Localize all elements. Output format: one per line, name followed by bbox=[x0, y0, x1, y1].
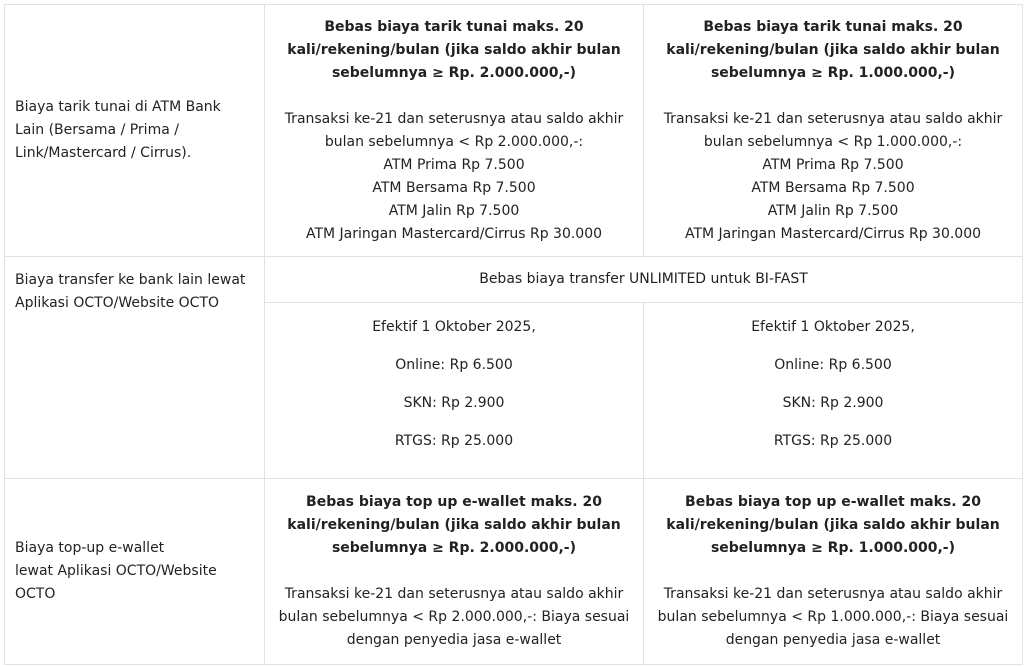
table-row-transfer bbox=[5, 257, 1023, 303]
ewallet-headline-1m: Bebas biaya top up e-wallet maks. 20 kali/rekening/bulan (jika saldo akhir bulan sebelumnya ≥ Rp. 1.000.000,-) bbox=[666, 494, 1000, 556]
transfer-bifast-note: Bebas biaya transfer UNLIMITED untuk BI-FAST bbox=[265, 257, 1023, 303]
transfer-line: Online: Rp 6.500 bbox=[774, 357, 892, 373]
transfer-line: Efektif 1 Oktober 2025, bbox=[751, 319, 915, 335]
atm-line: Transaksi ke-21 dan seterusnya atau saldo akhir bulan sebelumnya < Rp 1.000.000,-: bbox=[663, 110, 1003, 150]
ewallet-text-2m: Transaksi ke-21 dan seterusnya atau saldo akhir bulan sebelumnya < Rp 2.000.000,-: Biaya sesuai dengan penyedia jasa e-wallet bbox=[278, 586, 630, 648]
transfer-line: SKN: Rp 2.900 bbox=[782, 395, 884, 411]
atm-headline-1m: Bebas biaya tarik tunai maks. 20 kali/rekening/bulan (jika saldo akhir bulan sebelumnya ≥ Rp. 1.000.000,-) bbox=[666, 18, 1000, 81]
atm-line: ATM Prima Rp 7.500 bbox=[383, 156, 525, 173]
ewallet-label-line: Biaya top-up e-wallet bbox=[15, 540, 165, 556]
ewallet-fee-tier-2m bbox=[265, 479, 644, 665]
atm-line: ATM Jaringan Mastercard/Cirrus Rp 30.000 bbox=[684, 225, 982, 242]
atm-headline-2m: Bebas biaya tarik tunai maks. 20 kali/rekening/bulan (jika saldo akhir bulan sebelumnya ≥ Rp. 2.000.000,-) bbox=[287, 18, 621, 81]
atm-fee-tier-2m bbox=[265, 5, 644, 257]
atm-line: ATM Prima Rp 7.500 bbox=[762, 156, 904, 173]
row-label-transfer: Biaya transfer ke bank lain lewat Aplikasi OCTO/Website OCTO bbox=[5, 257, 265, 479]
transfer-line: Efektif 1 Oktober 2025, bbox=[372, 319, 536, 335]
transfer-fees-tier-1m bbox=[644, 303, 1023, 479]
atm-line: ATM Bersama Rp 7.500 bbox=[372, 179, 536, 196]
transfer-line: SKN: Rp 2.900 bbox=[403, 395, 505, 411]
ewallet-fee-tier-1m bbox=[644, 479, 1023, 665]
fee-table bbox=[4, 4, 1023, 665]
atm-line: Transaksi ke-21 dan seterusnya atau saldo akhir bulan sebelumnya < Rp 2.000.000,-: bbox=[284, 110, 624, 150]
table-row-atm bbox=[5, 5, 1023, 257]
transfer-line: RTGS: Rp 25.000 bbox=[394, 433, 514, 449]
atm-line: ATM Jalin Rp 7.500 bbox=[388, 202, 520, 219]
atm-fee-tier-1m bbox=[644, 5, 1023, 257]
atm-line: ATM Bersama Rp 7.500 bbox=[751, 179, 915, 196]
table-row-ewallet bbox=[5, 479, 1023, 665]
atm-line: ATM Jalin Rp 7.500 bbox=[767, 202, 899, 219]
ewallet-text-1m: Transaksi ke-21 dan seterusnya atau saldo akhir bulan sebelumnya < Rp 1.000.000,-: Biaya sesuai dengan penyedia jasa e-wallet bbox=[657, 586, 1009, 648]
row-label-atm: Biaya tarik tunai di ATM Bank Lain (Bersama / Prima / Link/Mastercard / Cirrus). bbox=[5, 5, 265, 257]
transfer-line: Online: Rp 6.500 bbox=[395, 357, 513, 373]
ewallet-label-line: lewat Aplikasi OCTO/Website OCTO bbox=[15, 563, 217, 602]
transfer-fees-tier-2m bbox=[265, 303, 644, 479]
ewallet-headline-2m: Bebas biaya top up e-wallet maks. 20 kali/rekening/bulan (jika saldo akhir bulan sebelumnya ≥ Rp. 2.000.000,-) bbox=[287, 494, 621, 556]
atm-line: ATM Jaringan Mastercard/Cirrus Rp 30.000 bbox=[305, 225, 603, 242]
row-label-ewallet bbox=[5, 479, 265, 665]
transfer-line: RTGS: Rp 25.000 bbox=[773, 433, 893, 449]
